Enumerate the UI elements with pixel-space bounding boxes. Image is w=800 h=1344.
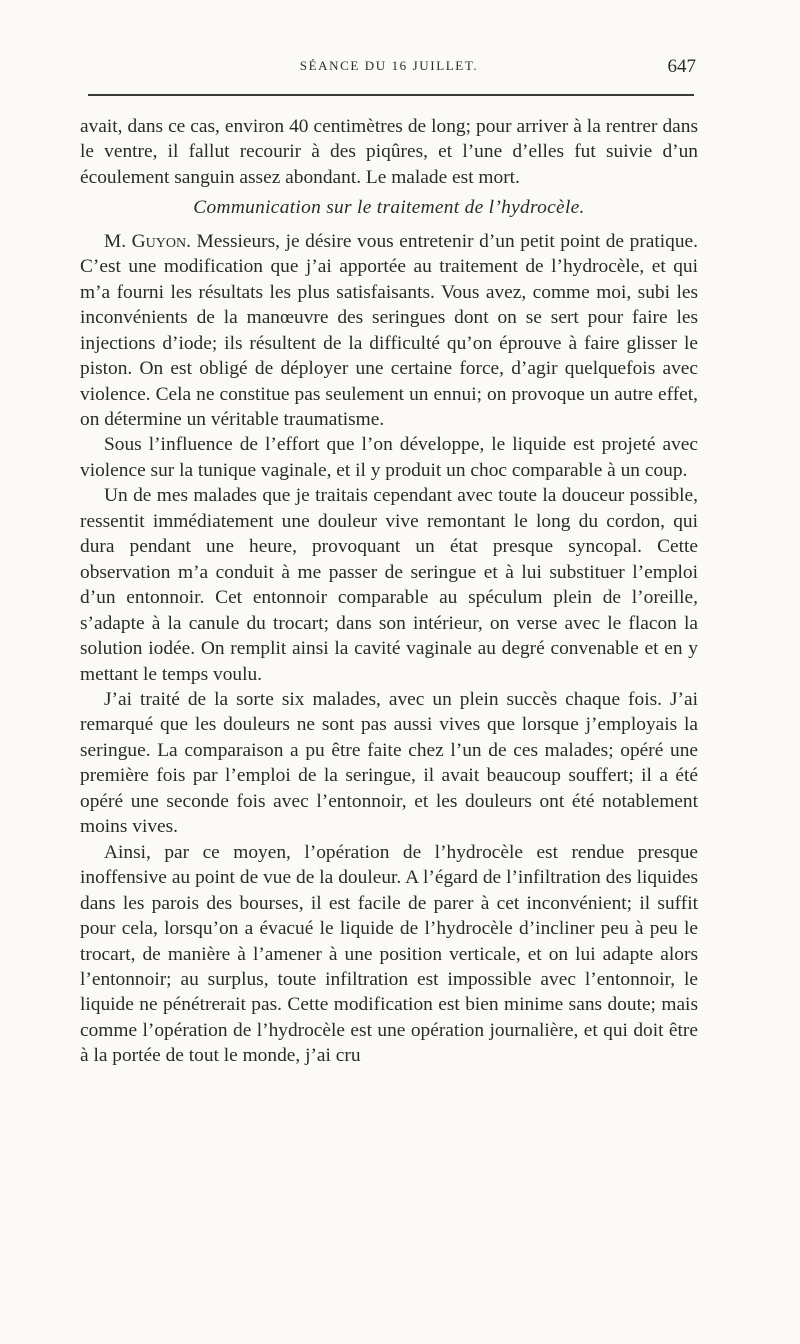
paragraph-guyon-intro-text: Messieurs, je désire vous entretenir d’un petit point de pratique. C’est une modification que j’ai apportée au traitement de l’hydrocèle, et qui m’a fourni les résultats les plus satisfaisants. Vous avez, comme moi, subi les inconvénients de la manœuvre des seringues dont on se sert pour faire les injections d’iode; ils résultent de la difficulté qu’on éprouve à faire glisser le piston. On est obligé de déployer une certaine force, d’agir quelquefois avec violence. Cela ne constitue pas seulement un ennui; on provoque un autre effet, on détermine un véritable traumatisme. xyxy=(80,230,699,430)
body-text xyxy=(80,114,698,1069)
section-title: Communication sur le traitement de l’hydrocèle. xyxy=(193,197,585,219)
paragraph-effort: Sous l’influence de l’effort que l’on développe, le liquide est projeté avec violence sur la tunique vaginale, et il y produit un choc comparable à un coup. xyxy=(80,434,698,481)
paragraph-continuation: avait, dans ce cas, environ 40 centimètres de long; pour arriver à la rentrer dans le ventre, il fallut recourir à des piqûres, et l’une d’elles fut suivie d’un écoulement sanguin assez abondant. Le malade est mort. xyxy=(80,116,698,188)
paragraph-conclusion: Ainsi, par ce moyen, l’opération de l’hydrocèle est rendue presque inoffensive au point de vue de la douleur. A l’égard de l’infiltration des liquides dans les parois des bourses, il est facile de parer à cet inconvénient; il suffit pour cela, lorsqu’on a évacué le liquide de l’hydrocèle d’incliner peu à peu le trocart, de manière à l’amener à une position verticale, et on lui adapte alors l’entonnoir; au surplus, toute infiltration est impossible avec l’entonnoir, le liquide ne pénétrerait pas. Cette modification est bien minime sans doute; mais comme l’opération de l’hydrocèle est une opération journalière, et qui doit être à la portée de tout le monde, j’ai cru xyxy=(80,841,698,1067)
running-head xyxy=(80,56,698,86)
header-rule xyxy=(88,94,694,96)
paragraph-patient-case: Un de mes malades que je traitais cependant avec toute la douceur possible, ressentit immédiatement une douleur vive remontant le long du cordon, qui dura pendant une heure, provoquant un état presque syncopal. Cette observation m’a conduit à me passer de seringue et à lui substituer l’emploi d’un entonnoir. Cet entonnoir comparable au spéculum plein de l’oreille, s’adapte à la canule du trocart; dans son intérieur, on verse avec le flacon la solution iodée. On remplit ainsi la cavité vaginale au degré convenable et en y mettant le temps voulu. xyxy=(80,485,698,685)
page xyxy=(80,56,699,1067)
page-number: 647 xyxy=(667,56,696,77)
speaker-name: M. Guyon. xyxy=(104,230,191,252)
paragraph-guyon-intro xyxy=(80,229,698,433)
running-head-title: SÉANCE DU 16 JUILLET. xyxy=(299,58,479,73)
paragraph-six-patients: J’ai traité de la sorte six malades, avec un plein succès chaque fois. J’ai remarqué que les douleurs ne sont pas aussi vives que lorsque j’employais la seringue. La comparaison a pu être faite chez l’un de ces malades; opéré une première fois par l’emploi de la seringue, il avait beaucoup souffert; il a été opéré une seconde fois avec l’entonnoir, et les douleurs ont été notablement moins vives. xyxy=(80,688,698,838)
